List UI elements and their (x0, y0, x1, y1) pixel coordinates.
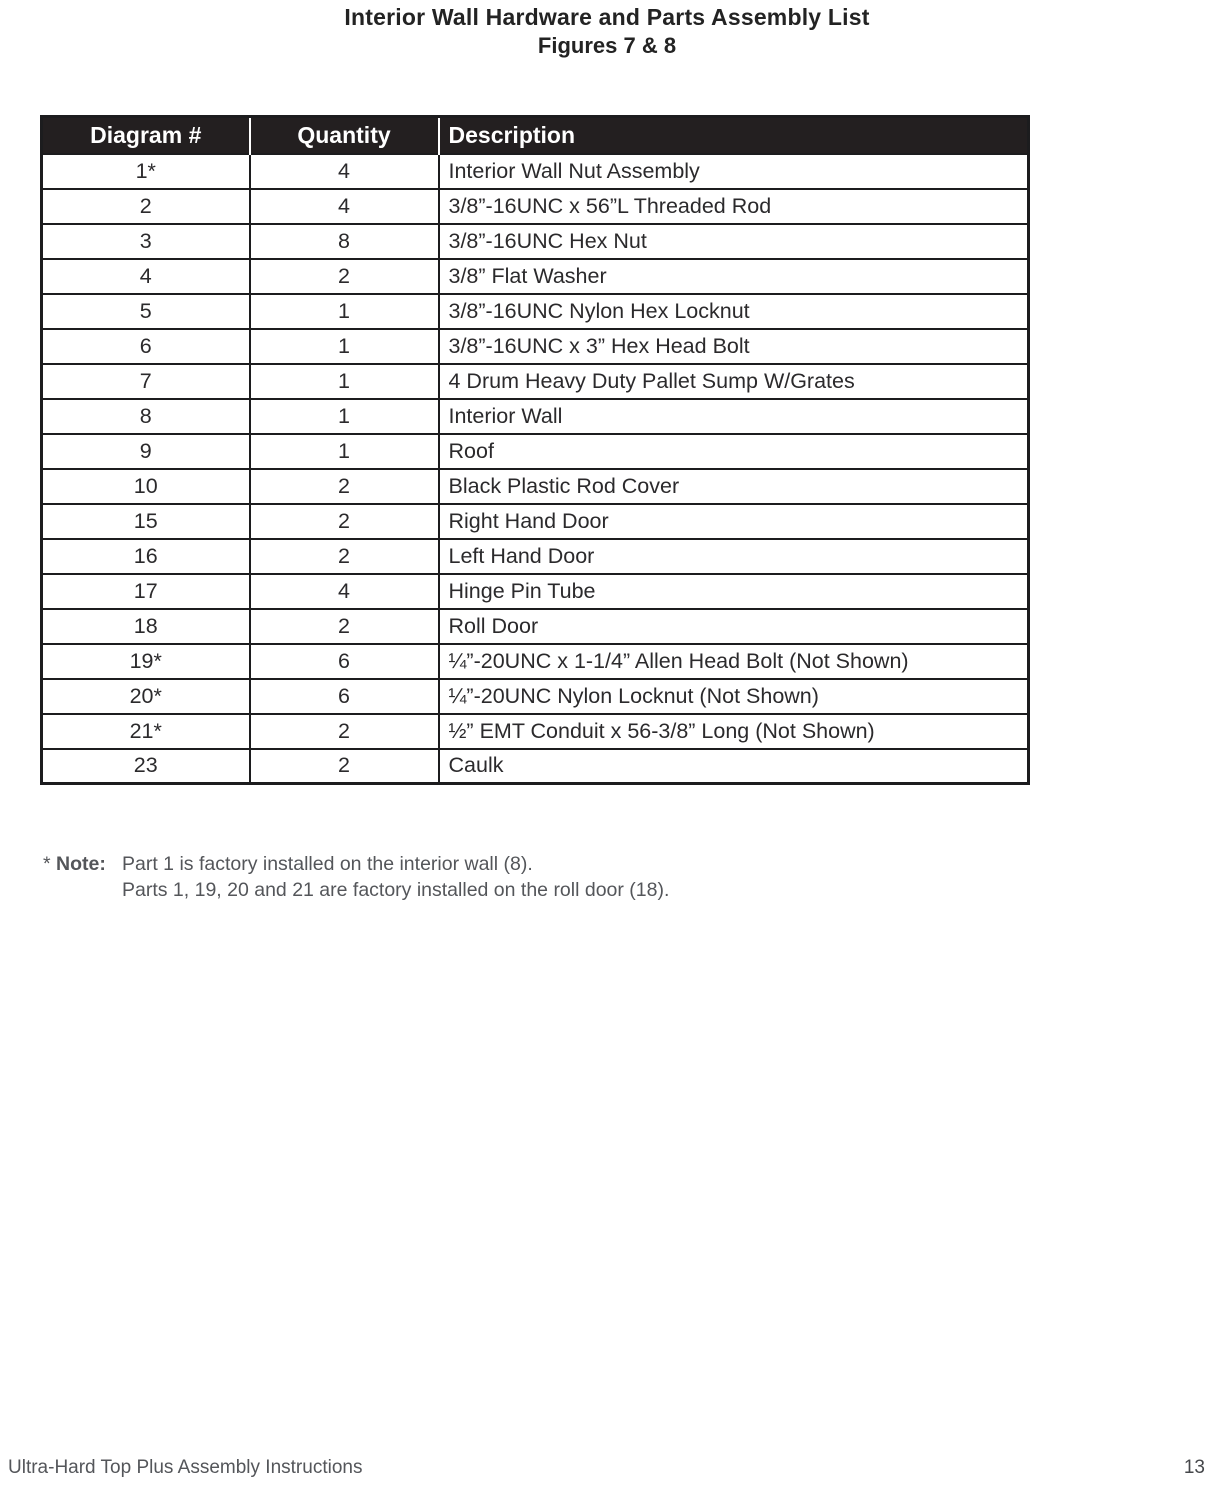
column-header-diagram-number: Diagram # (42, 117, 250, 154)
diagram-number-cell: 3 (42, 224, 250, 259)
quantity-cell: 2 (250, 469, 439, 504)
table-row (42, 469, 1029, 504)
quantity-cell: 1 (250, 434, 439, 469)
quantity-cell: 6 (250, 679, 439, 714)
note-word: Note: (56, 853, 106, 875)
diagram-number-cell: 8 (42, 399, 250, 434)
diagram-number-cell: 20* (42, 679, 250, 714)
note-label (43, 851, 122, 903)
quantity-cell: 4 (250, 154, 439, 189)
footer-page-number: 13 (1183, 1457, 1205, 1478)
diagram-number-cell: 10 (42, 469, 250, 504)
table-row (42, 574, 1029, 609)
description-cell: 3/8”-16UNC x 56”L Threaded Rod (439, 189, 1029, 224)
diagram-number-cell: 6 (42, 329, 250, 364)
table-row (42, 329, 1029, 364)
note-asterisk: * (43, 853, 51, 875)
quantity-cell: 8 (250, 224, 439, 259)
quantity-cell: 4 (250, 189, 439, 224)
page-subtitle: Figures 7 & 8 (537, 33, 677, 58)
description-cell: Right Hand Door (439, 504, 1029, 539)
diagram-number-cell: 7 (42, 364, 250, 399)
quantity-cell: 4 (250, 574, 439, 609)
quantity-cell: 2 (250, 259, 439, 294)
diagram-number-cell: 17 (42, 574, 250, 609)
table-row (42, 679, 1029, 714)
quantity-cell: 1 (250, 329, 439, 364)
quantity-cell: 1 (250, 294, 439, 329)
parts-assembly-table (40, 115, 1030, 785)
quantity-cell: 2 (250, 609, 439, 644)
description-cell: Roof (439, 434, 1029, 469)
quantity-cell: 2 (250, 504, 439, 539)
table-row (42, 294, 1029, 329)
description-cell: Roll Door (439, 609, 1029, 644)
table-row (42, 644, 1029, 679)
table-row (42, 224, 1029, 259)
table-row (42, 399, 1029, 434)
description-cell: ¼”-20UNC Nylon Locknut (Not Shown) (439, 679, 1029, 714)
quantity-cell: 6 (250, 644, 439, 679)
description-cell: 4 Drum Heavy Duty Pallet Sump W/Grates (439, 364, 1029, 399)
diagram-number-cell: 15 (42, 504, 250, 539)
diagram-number-cell: 23 (42, 749, 250, 784)
title-block (0, 3, 1214, 60)
description-cell: 3/8”-16UNC Nylon Hex Locknut (439, 294, 1029, 329)
description-cell: 3/8”-16UNC x 3” Hex Head Bolt (439, 329, 1029, 364)
quantity-cell: 1 (250, 399, 439, 434)
diagram-number-cell: 16 (42, 539, 250, 574)
table-header-row (42, 117, 1029, 154)
diagram-number-cell: 4 (42, 259, 250, 294)
description-cell: Caulk (439, 749, 1029, 784)
table-row (42, 504, 1029, 539)
note-line-2: Parts 1, 19, 20 and 21 are factory installed on the roll door (18). (122, 879, 670, 901)
diagram-number-cell: 5 (42, 294, 250, 329)
diagram-number-cell: 1* (42, 154, 250, 189)
parts-table-body (42, 154, 1029, 784)
description-cell: Left Hand Door (439, 539, 1029, 574)
column-header-description: Description (439, 117, 1029, 154)
description-cell: Black Plastic Rod Cover (439, 469, 1029, 504)
description-cell: ½” EMT Conduit x 56-3/8” Long (Not Shown) (439, 714, 1029, 749)
table-row (42, 609, 1029, 644)
note-text (122, 851, 669, 903)
description-cell: Interior Wall Nut Assembly (439, 154, 1029, 189)
diagram-number-cell: 18 (42, 609, 250, 644)
page-title: Interior Wall Hardware and Parts Assembly List (344, 4, 870, 30)
quantity-cell: 2 (250, 539, 439, 574)
description-cell: Hinge Pin Tube (439, 574, 1029, 609)
quantity-cell: 2 (250, 714, 439, 749)
table-row (42, 749, 1029, 784)
note-line-1: Part 1 is factory installed on the interior wall (8). (122, 853, 533, 875)
note-block (43, 851, 669, 903)
diagram-number-cell: 2 (42, 189, 250, 224)
table-row (42, 259, 1029, 294)
table-row (42, 714, 1029, 749)
table-row (42, 189, 1029, 224)
table-row (42, 434, 1029, 469)
quantity-cell: 1 (250, 364, 439, 399)
table-row (42, 364, 1029, 399)
description-cell: ¼”-20UNC x 1-1/4” Allen Head Bolt (Not Shown) (439, 644, 1029, 679)
description-cell: 3/8”-16UNC Hex Nut (439, 224, 1029, 259)
column-header-quantity: Quantity (250, 117, 439, 154)
quantity-cell: 2 (250, 749, 439, 784)
description-cell: Interior Wall (439, 399, 1029, 434)
table-row (42, 154, 1029, 189)
diagram-number-cell: 19* (42, 644, 250, 679)
footer-document-title: Ultra-Hard Top Plus Assembly Instructions (8, 1457, 363, 1478)
diagram-number-cell: 21* (42, 714, 250, 749)
table-row (42, 539, 1029, 574)
diagram-number-cell: 9 (42, 434, 250, 469)
description-cell: 3/8” Flat Washer (439, 259, 1029, 294)
